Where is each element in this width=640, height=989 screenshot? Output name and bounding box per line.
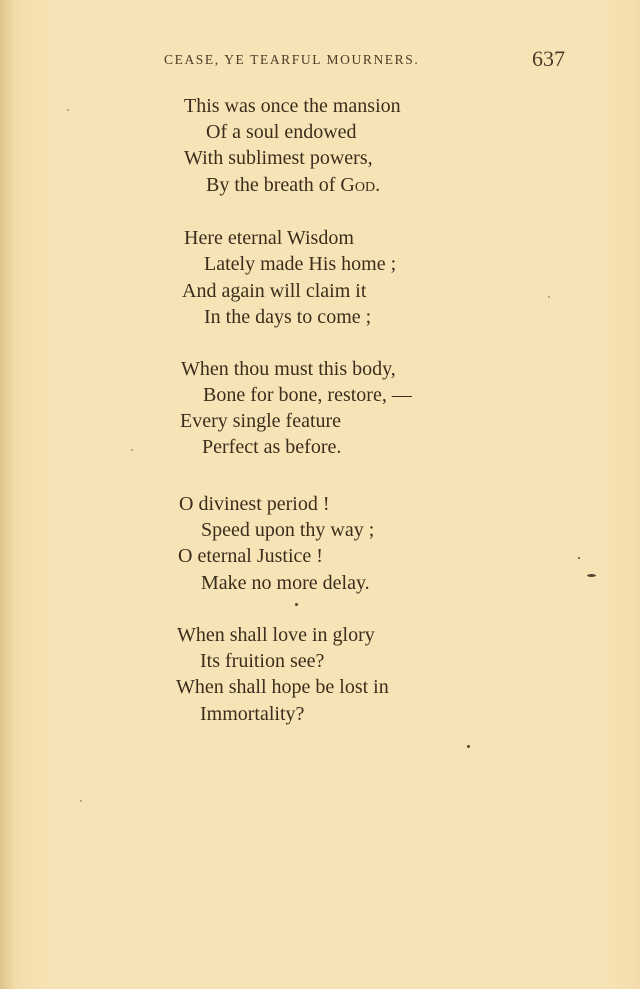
poem-line: Every single feature [180, 410, 342, 432]
poem-line: Bone for bone, restore, — [203, 384, 412, 406]
ink-speck [548, 296, 550, 298]
divine-name-small-caps: God. [340, 174, 381, 196]
page-number: 637 [532, 46, 565, 71]
ink-speck [578, 557, 580, 559]
poem-line: Perfect as before. [202, 436, 342, 458]
poem-line: When shall love in glory [177, 624, 375, 646]
ink-speck [587, 574, 596, 577]
poem-line: Of a soul endowed [206, 121, 357, 143]
poem-line: O divinest period ! [179, 493, 330, 515]
running-title: CEASE, YE TEARFUL MOURNERS. [164, 52, 420, 67]
poem-line: Lately made His home ; [204, 253, 397, 275]
poem-line: Immortality? [200, 703, 305, 725]
poem-line: In the days to come ; [204, 306, 372, 328]
ink-speck [67, 109, 69, 111]
poem-line: With sublimest powers, [184, 147, 373, 169]
ink-speck [131, 449, 133, 451]
ink-speck [467, 745, 470, 748]
poem-line: O eternal Justice ! [178, 545, 323, 567]
poem-line: Here eternal Wisdom [184, 227, 354, 249]
poem-line: Speed upon thy way ; [201, 519, 375, 541]
poem-line [206, 175, 380, 195]
poem-line: Make no more delay. [201, 572, 370, 594]
poem-line-text: By the breath of [206, 174, 341, 196]
ink-speck [295, 603, 298, 606]
page-spine-shadow [0, 0, 14, 989]
poem-line: When thou must this body, [181, 358, 396, 380]
poem-line: This was once the mansion [184, 95, 401, 117]
poem-line: And again will claim it [182, 280, 367, 302]
ink-speck [80, 800, 82, 802]
poem-line: Its fruition see? [200, 650, 325, 672]
poem-line: When shall hope be lost in [176, 676, 389, 698]
